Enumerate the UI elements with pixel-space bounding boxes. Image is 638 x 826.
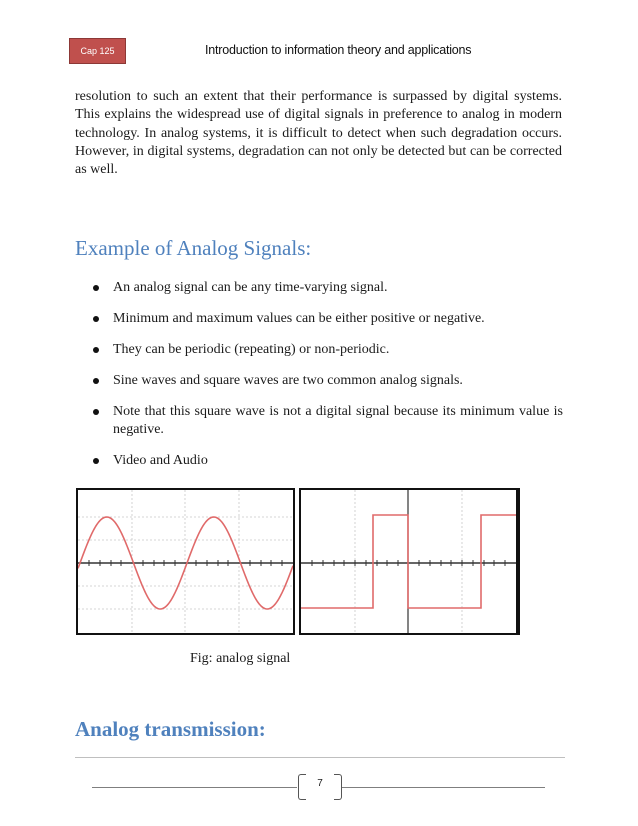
footer-divider bbox=[75, 757, 565, 758]
bullet-icon bbox=[93, 316, 99, 322]
list-item: Note that this square wave is not a digital signal because its minimum value is negative. bbox=[93, 403, 563, 438]
bullet-icon bbox=[93, 458, 99, 464]
bullet-icon bbox=[93, 285, 99, 291]
square-wave-figure bbox=[299, 488, 520, 635]
sine-wave-figure bbox=[76, 488, 295, 635]
bullet-icon bbox=[93, 409, 99, 415]
section-heading-analog-signals: Example of Analog Signals: bbox=[75, 236, 312, 260]
list-item: Video and Audio bbox=[93, 452, 563, 470]
bullet-list bbox=[93, 279, 563, 483]
page-number: 7 bbox=[317, 778, 323, 789]
chapter-badge: Cap 125 bbox=[69, 38, 126, 64]
footer-line-left bbox=[92, 787, 297, 788]
section-heading-analog-transmission: Analog transmission: bbox=[75, 717, 266, 741]
footer-bracket-right bbox=[334, 774, 342, 800]
list-item: Sine waves and square waves are two common analog signals. bbox=[93, 372, 563, 390]
list-item: Minimum and maximum values can be either positive or negative. bbox=[93, 310, 563, 328]
list-item: They can be periodic (repeating) or non-periodic. bbox=[93, 341, 563, 359]
body-paragraph: resolution to such an extent that their performance is surpassed by digital systems. This explains the widespread use of digital signals in preference to analog in modern technology. In analog systems, it is difficult to detect when such degradation occurs. However, in digital systems, degradation can not only be detected but can be corrected as well. bbox=[75, 89, 562, 178]
footer-bracket-left bbox=[298, 774, 306, 800]
bullet-icon bbox=[93, 347, 99, 353]
bullet-icon bbox=[93, 378, 99, 384]
square-wave-plot bbox=[301, 490, 516, 633]
footer-line-right bbox=[342, 787, 545, 788]
figure-caption: Fig: analog signal bbox=[190, 651, 291, 666]
running-header-title: Introduction to information theory and applications bbox=[205, 43, 472, 57]
sine-wave-plot bbox=[78, 490, 293, 633]
list-item: An analog signal can be any time-varying signal. bbox=[93, 279, 563, 297]
